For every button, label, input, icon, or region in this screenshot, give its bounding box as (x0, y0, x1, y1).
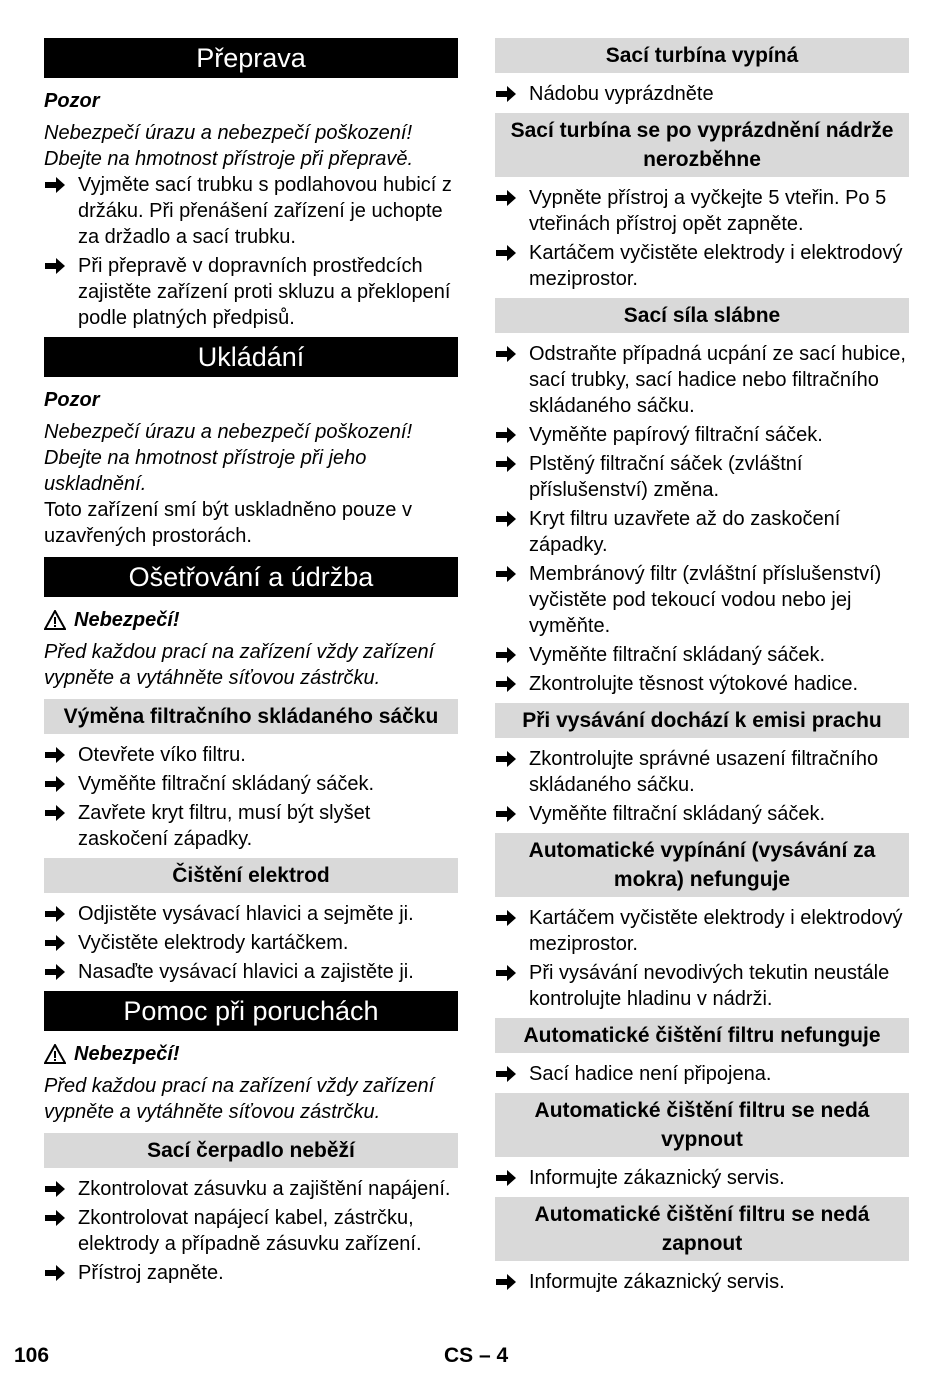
arrow-icon (44, 1260, 66, 1286)
arrow-icon (44, 742, 66, 768)
step-item (495, 81, 909, 107)
arrow-icon (44, 901, 66, 927)
step-list (495, 81, 909, 107)
step-item (44, 771, 458, 797)
arrow-icon (495, 1165, 517, 1191)
subsection-title-filter-bag: Výměna filtračního skládaného sáčku (44, 699, 458, 734)
arrow-icon (495, 422, 517, 448)
arrow-icon (44, 771, 66, 797)
step-item (44, 800, 458, 852)
step-item (495, 561, 909, 639)
step-text: Kartáčem vyčistěte elektrody i elektrodový meziprostor. (529, 242, 903, 290)
step-list (495, 1165, 909, 1191)
step-text: Zkontrolujte správné usazení filtračního skládaného sáčku. (529, 748, 879, 796)
arrow-icon (495, 1061, 517, 1087)
subsection-title: Sací síla slábne (495, 298, 909, 333)
subsection-title: Automatické čištění filtru se nedá vypnout (495, 1093, 909, 1157)
step-item (44, 959, 458, 985)
arrow-icon (495, 451, 517, 477)
step-text: Plstěný filtrační sáček (zvláštní příslušenství) změna. (529, 453, 803, 501)
arrow-icon (495, 506, 517, 532)
section-title-storage: Ukládání (44, 337, 458, 377)
step-item (44, 253, 458, 331)
step-list (44, 742, 458, 852)
section-title-faults: Pomoc při poruchách (44, 991, 458, 1031)
step-list (44, 1176, 458, 1286)
subsection-title: Automatické vypínání (vysávání za mokra) nefunguje (495, 833, 909, 897)
arrow-icon (495, 240, 517, 266)
arrow-icon (495, 81, 517, 107)
caution-label: Pozor (44, 389, 100, 411)
left-column (44, 38, 458, 1292)
step-item (495, 1165, 909, 1191)
step-text: Vyjměte sací trubku s podlahovou hubicí z držáku. Při přenášení zařízení je uchopte za držadlo a sací trubku. (78, 174, 452, 248)
step-item (44, 930, 458, 956)
step-text: Zkontrolovat napájecí kabel, zástrčku, elektrody a případně zásuvku zařízení. (78, 1207, 422, 1255)
arrow-icon (44, 172, 66, 198)
section-title-care: Ošetřování a údržba (44, 557, 458, 597)
step-text: Membránový filtr (zvláštní příslušenství) vyčistěte pod tekoucí vodou nebo jej vyměňte. (529, 563, 882, 637)
step-text: Vyměňte papírový filtrační sáček. (529, 424, 823, 446)
arrow-icon (44, 800, 66, 826)
arrow-icon (495, 1269, 517, 1295)
step-item (44, 742, 458, 768)
arrow-icon (44, 1205, 66, 1231)
arrow-icon (44, 930, 66, 956)
arrow-icon (495, 960, 517, 986)
danger-label: Nebezpečí! (74, 609, 180, 631)
caution-text: Nebezpečí úrazu a nebezpečí poškození! Dbejte na hmotnost přístroje při přepravě. (44, 122, 414, 170)
warning-triangle-icon (44, 610, 66, 630)
step-list (44, 172, 458, 331)
subsection-title: Sací turbína vypíná (495, 38, 909, 73)
step-item (495, 1269, 909, 1295)
step-text: Vyměňte filtrační skládaný sáček. (529, 803, 826, 825)
subsection-title: Automatické čištění filtru se nedá zapnout (495, 1197, 909, 1261)
arrow-icon (495, 185, 517, 211)
step-item (495, 746, 909, 798)
step-text: Informujte zákaznický servis. (529, 1167, 785, 1189)
step-list (495, 341, 909, 697)
step-text: Vyčistěte elektrody kartáčkem. (78, 932, 349, 954)
page-id: CS – 4 (444, 1344, 509, 1367)
arrow-icon (495, 642, 517, 668)
step-text: Při vysávání nevodivých tekutin neustále kontrolujte hladinu v nádrži. (529, 962, 890, 1010)
arrow-icon (495, 801, 517, 827)
step-item (495, 1061, 909, 1087)
step-item (44, 1205, 458, 1257)
step-item (44, 1176, 458, 1202)
step-text: Zavřete kryt filtru, musí být slyšet zaskočení západky. (78, 802, 371, 850)
step-text: Zkontrolovat zásuvku a zajištění napájení. (78, 1178, 451, 1200)
danger-label: Nebezpečí! (74, 1043, 180, 1065)
step-item (495, 671, 909, 697)
step-item (44, 901, 458, 927)
step-list (495, 905, 909, 1012)
step-text: Odstraňte případná ucpání ze sací hubice, sací trubky, sací hadice nebo filtračního skládaného sáčku. (529, 343, 906, 417)
section-title-transport: Přeprava (44, 38, 458, 78)
arrow-icon (44, 959, 66, 985)
step-item (495, 422, 909, 448)
step-text: Kryt filtru uzavřete až do zaskočení západky. (529, 508, 841, 556)
step-item (495, 642, 909, 668)
danger-heading (44, 607, 458, 633)
step-item (495, 240, 909, 292)
step-text: Nádobu vyprázdněte (529, 83, 714, 105)
subsection-title-electrodes: Čištění elektrod (44, 858, 458, 893)
subsection-title: Automatické čištění filtru nefunguje (495, 1018, 909, 1053)
arrow-icon (495, 905, 517, 931)
step-text: Odjistěte vysávací hlavici a sejměte ji. (78, 903, 414, 925)
step-item (495, 341, 909, 419)
step-text: Nasaďte vysávací hlavici a zajistěte ji. (78, 961, 414, 983)
step-text: Vyměňte filtrační skládaný sáček. (78, 773, 375, 795)
step-item (44, 172, 458, 250)
subsection-title: Sací turbína se po vyprázdnění nádrže nerozběhne (495, 113, 909, 177)
danger-text: Před každou prací na zařízení vždy zařízení vypněte a vytáhněte síťovou zástrčku. (44, 1075, 435, 1123)
arrow-icon (495, 746, 517, 772)
caution-text: Nebezpečí úrazu a nebezpečí poškození! Dbejte na hmotnost přístroje při jeho uskladnění. (44, 421, 413, 495)
step-item (495, 801, 909, 827)
step-text: Vyměňte filtrační skládaný sáček. (529, 644, 826, 666)
step-text: Otevřete víko filtru. (78, 744, 246, 766)
step-text: Sací hadice není připojena. (529, 1063, 772, 1085)
storage-text: Toto zařízení smí být uskladněno pouze v uzavřených prostorách. (44, 499, 412, 547)
step-list (495, 746, 909, 827)
step-list (495, 1269, 909, 1295)
step-item (44, 1260, 458, 1286)
step-item (495, 185, 909, 237)
step-item (495, 960, 909, 1012)
subsection-title-pump: Sací čerpadlo neběží (44, 1133, 458, 1168)
step-list (495, 185, 909, 292)
warning-triangle-icon (44, 1044, 66, 1064)
arrow-icon (495, 341, 517, 367)
step-item (495, 506, 909, 558)
step-text: Kartáčem vyčistěte elektrody i elektrodový meziprostor. (529, 907, 903, 955)
arrow-icon (44, 253, 66, 279)
step-text: Informujte zákaznický servis. (529, 1271, 785, 1293)
step-item (495, 451, 909, 503)
arrow-icon (495, 561, 517, 587)
danger-heading (44, 1041, 458, 1067)
step-text: Vypněte přístroj a vyčkejte 5 vteřin. Po 5 vteřinách přístroj opět zapněte. (529, 187, 887, 235)
right-column (495, 38, 909, 1301)
subsection-title: Při vysávání dochází k emisi prachu (495, 703, 909, 738)
step-item (495, 905, 909, 957)
step-text: Zkontrolujte těsnost výtokové hadice. (529, 673, 859, 695)
page-number: 106 (14, 1344, 50, 1367)
step-list (44, 901, 458, 985)
step-text: Při přepravě v dopravních prostředcích zajistěte zařízení proti skluzu a překlopení podle platných předpisů. (78, 255, 451, 329)
danger-text: Před každou prací na zařízení vždy zařízení vypněte a vytáhněte síťovou zástrčku. (44, 641, 435, 689)
arrow-icon (495, 671, 517, 697)
step-list (495, 1061, 909, 1087)
arrow-icon (44, 1176, 66, 1202)
caution-label: Pozor (44, 90, 100, 112)
step-text: Přístroj zapněte. (78, 1262, 224, 1284)
